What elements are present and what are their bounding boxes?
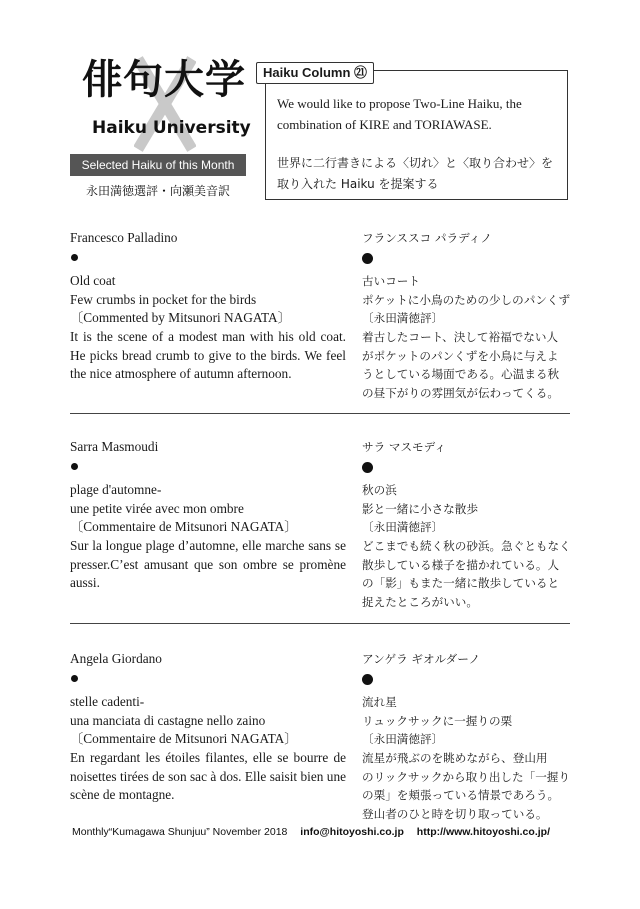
haiku-line: una manciata di castagne nello zaino (70, 712, 266, 728)
column-tab: Haiku Column ㉑ (256, 62, 374, 84)
comment-text: のリックサックから取り出した「一握り (362, 769, 570, 784)
haiku-line: Few crumbs in pocket for the birds (70, 291, 257, 307)
bullet-dot (71, 675, 78, 682)
comment-text: の栗」を頬張っている情景であろう。 (362, 788, 560, 803)
comment-label: 〔永田満徳評〕 (362, 311, 444, 326)
comment-text: がポケットのパンくずを小鳥に与えよ (362, 348, 559, 363)
author-name: Sarra Masmoudi (70, 439, 159, 454)
column-jp-line: 取り入れた Haiku を提案する (277, 177, 439, 191)
haiku-line: une petite virée avec mon ombre (70, 500, 244, 516)
haiku-line: 影と一緒に小さな散歩 (362, 501, 478, 516)
comment-text: の昼下がりの雰囲気が伝わってくる。 (362, 385, 559, 400)
footer-publication: Monthly“Kumagawa Shunjuu” November 2018 (72, 826, 288, 838)
column-jp-line: 世界に二行書きによる〈切れ〉と〈取り合わせ〉を (277, 156, 554, 170)
comment-text: En regardant les étoiles filantes, elle se bourre de noisettes tirées de son sac à dos. Elle saisit bien une scène de montagne. (70, 749, 346, 803)
haiku-line: plage d'automne- (70, 482, 162, 498)
author-name: Angela Giordano (70, 651, 162, 666)
logo-banner: Selected Haiku of this Month (70, 154, 246, 176)
comment-text: の「影」もまた一緒に散歩していると (362, 576, 560, 591)
author-name: フランススコ パラディノ (362, 231, 492, 245)
entry-en (70, 229, 346, 384)
bullet-dot (362, 253, 373, 264)
haiku-line: Old coat (70, 273, 116, 289)
comment-text: It is the scene of a modest man with his old coat. He picks bread crumb to give to the birds. We feel the nice atmosphere of autumn afternoon. (70, 328, 346, 382)
comment-text: 登山者のひと時を切り取っている。 (362, 806, 548, 821)
comment-text: 散歩している様子を描かれている。人 (362, 557, 560, 572)
haiku-line: stelle cadenti- (70, 694, 145, 710)
entry-jp (362, 438, 570, 611)
haiku-line: リュックサックに一握りの栗 (362, 713, 513, 728)
logo-title-jp: 俳句大学 (82, 57, 246, 103)
footer-url-link[interactable]: http://www.hitoyoshi.co.jp/ (416, 826, 550, 838)
entry-en (70, 438, 346, 593)
author-name: サラ マスモディ (362, 440, 446, 454)
entry-jp (362, 229, 570, 402)
author-name: Francesco Palladino (70, 230, 178, 245)
comment-label: 〔Commentaire de Mitsunori NAGATA〕 (70, 731, 298, 747)
bullet-dot (71, 463, 78, 470)
logo-title-en: Haiku University (92, 118, 251, 138)
comment-text: Sur la longue plage d’automne, elle marche sans se presser.C’est amusant que son ombre se promène aussi. (70, 537, 346, 591)
bullet-dot (71, 254, 78, 261)
haiku-line: 秋の浜 (362, 483, 397, 498)
comment-label: 〔永田満徳評〕 (362, 732, 444, 747)
entry-jp (362, 650, 570, 823)
comment-label: 〔Commentaire de Mitsunori NAGATA〕 (70, 519, 298, 535)
logo-editors: 永田満徳選評・向瀬美音訳 (85, 184, 230, 198)
comment-label: 〔Commented by Mitsunori NAGATA〕 (70, 310, 291, 326)
bullet-dot (362, 462, 373, 473)
column-text-jp (277, 153, 562, 195)
comment-text: 流星が飛ぶのを眺めながら、登山用 (362, 750, 548, 765)
divider (70, 413, 570, 414)
comment-text: 着古したコート、決して裕福でない人 (362, 329, 559, 344)
haiku-line: ポケットに小鳥のための少しのパンくず (362, 292, 571, 307)
haiku-line: 古いコート (362, 274, 420, 289)
entry-en (70, 650, 346, 805)
divider (70, 623, 570, 624)
haiku-line: 流れ星 (362, 695, 397, 710)
footer (72, 826, 550, 838)
footer-email-link[interactable]: info@hitoyoshi.co.jp (300, 826, 404, 838)
comment-label: 〔永田満徳評〕 (362, 520, 444, 535)
column-text-en: We would like to propose Two-Line Haiku, the combination of KIRE and TORIAWASE. (277, 96, 522, 132)
comment-text: どこまでも続く秋の砂浜。急ぐともなく (362, 538, 571, 553)
comment-text: 捉えたところがいい。 (362, 594, 478, 609)
comment-text: うとしている場面である。心温まる秋 (362, 367, 560, 382)
bullet-dot (362, 674, 373, 685)
author-name: アンゲラ ギオルダーノ (362, 652, 481, 666)
